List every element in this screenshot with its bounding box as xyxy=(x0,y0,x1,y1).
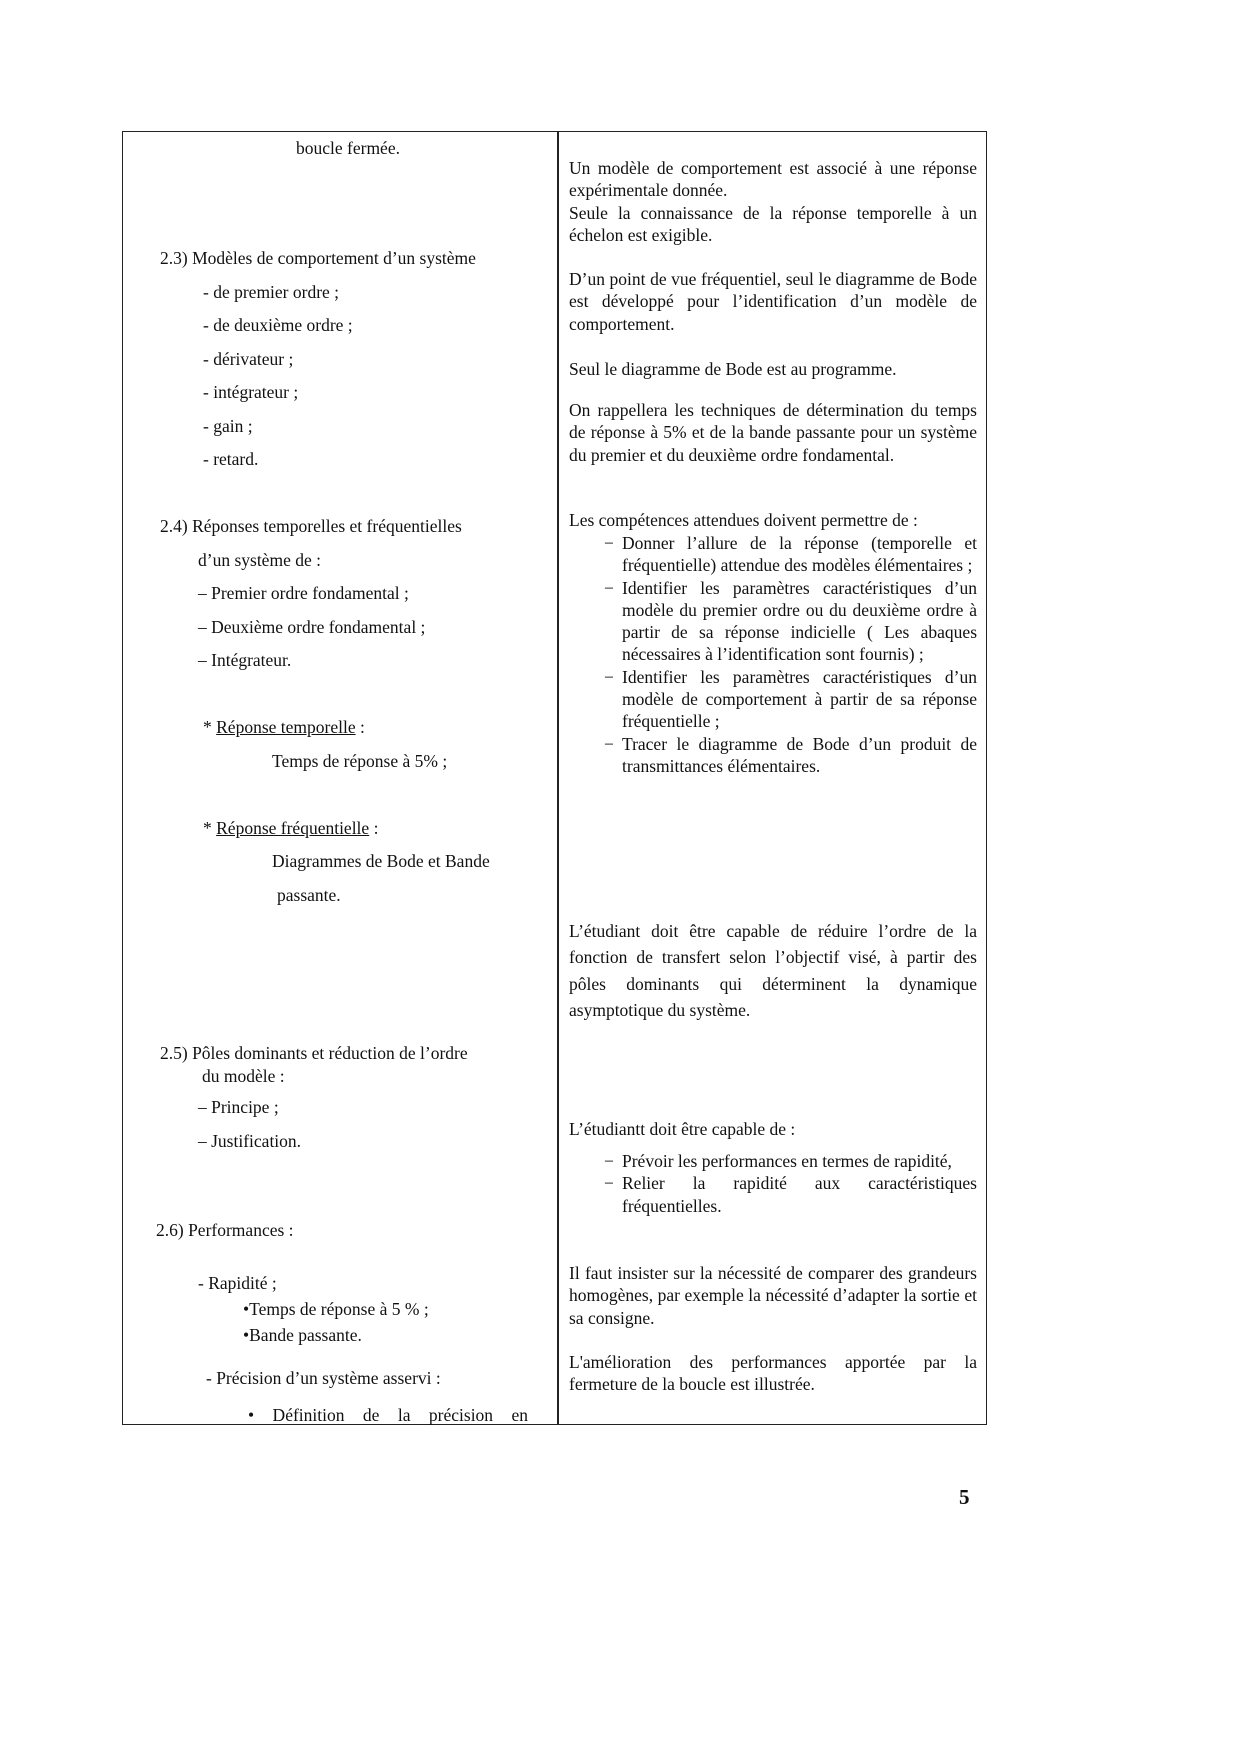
paragraph: Les compétences attendues doivent permettre de : xyxy=(569,510,918,530)
list-item: – Intégrateur. xyxy=(198,650,292,670)
dash: − xyxy=(604,733,614,754)
continued-text: boucle fermée. xyxy=(296,138,400,158)
list-item: – Deuxième ordre fondamental ; xyxy=(198,617,426,637)
paragraph: L’étudiant doit être capable de réduire l’ordre de la fonction de transfert selon l’objectif visé, à partir des pôles dominants qui déterminent la dynamique asymptotique du système. xyxy=(569,921,977,1020)
section-2-5-subtitle: du modèle : xyxy=(202,1066,285,1086)
paragraph: Seul le diagramme de Bode est au programme. xyxy=(569,359,897,379)
section-2-4-title: 2.4) Réponses temporelles et fréquentielles xyxy=(160,516,462,536)
paragraph: L’étudiantt doit être capable de : xyxy=(569,1119,796,1139)
competences-list xyxy=(604,532,977,777)
star: * xyxy=(203,717,217,737)
temporal-response-heading xyxy=(203,717,365,737)
frequency-response-text-2: passante. xyxy=(277,885,341,905)
section-2-4-subtitle: d’un système de : xyxy=(198,550,321,570)
list-item-text: Identifier les paramètres caractéristiques d’un modèle de comportement à partir de sa réponse fréquentielle ; xyxy=(622,666,977,732)
list-item: – Premier ordre fondamental ; xyxy=(198,583,409,603)
paragraph-text: Un modèle de comportement est associé à une réponse expérimentale donnée. xyxy=(569,158,977,201)
list-item-text: Prévoir les performances en termes de rapidité, xyxy=(622,1151,952,1171)
list-item: - de premier ordre ; xyxy=(203,282,340,302)
list-item: - intégrateur ; xyxy=(203,382,299,402)
capabilities-list xyxy=(604,1150,977,1217)
paragraph: D’un point de vue fréquentiel, seul le diagramme de Bode est développé pour l’identification d’un modèle de comportement. xyxy=(569,269,977,334)
frequency-response-heading xyxy=(203,818,378,838)
paragraph: On rappellera les techniques de détermination du temps de réponse à 5% et de la bande passante pour un système du premier et du deuxième ordre fondamental. xyxy=(569,400,977,465)
paragraph-text: Seule la connaissance de la réponse temporelle à un échelon est exigible. xyxy=(569,202,977,245)
section-2-3-title: 2.3) Modèles de comportement d’un système xyxy=(160,248,476,268)
list-item: – Justification. xyxy=(198,1131,302,1151)
colon: : xyxy=(369,818,379,838)
list-item: - dérivateur ; xyxy=(203,349,294,369)
dash: − xyxy=(604,577,614,598)
star: * xyxy=(203,818,217,838)
list-item: - gain ; xyxy=(203,416,253,436)
section-2-6-title: 2.6) Performances : xyxy=(156,1220,294,1240)
definition-bullet: • Définition de la précision en xyxy=(248,1405,528,1425)
temporal-response-text: Temps de réponse à 5% ; xyxy=(272,751,448,771)
list-item-text: Tracer le diagramme de Bode d’un produit de transmittances élémentaires. xyxy=(622,733,977,776)
list-item xyxy=(604,1150,977,1172)
section-2-5-title: 2.5) Pôles dominants et réduction de l’ordre xyxy=(160,1043,468,1063)
list-item xyxy=(604,733,977,778)
list-item: - retard. xyxy=(203,449,259,469)
temporal-label: Réponse temporelle xyxy=(216,717,356,737)
list-item xyxy=(604,532,977,577)
list-item-text: Relier la rapidité aux caractéristiques fréquentielles. xyxy=(622,1173,977,1216)
paragraph: L'amélioration des performances apportée par la fermeture de la boucle est illustrée. xyxy=(569,1352,977,1395)
frequency-response-text: Diagrammes de Bode et Bande xyxy=(272,851,490,871)
list-item-text: Donner l’allure de la réponse (temporelle et fréquentielle) attendue des modèles élémentaires ; xyxy=(622,533,977,576)
bullet-item: •Temps de réponse à 5 % ; xyxy=(243,1299,429,1319)
dash: − xyxy=(604,1151,614,1171)
dash: − xyxy=(604,1173,614,1194)
list-item xyxy=(604,577,977,666)
list-item xyxy=(604,1172,977,1217)
dash: − xyxy=(604,533,614,553)
column-divider xyxy=(557,131,559,1425)
paragraph: Il faut insister sur la nécessité de comparer des grandeurs homogènes, par exemple la nécessité d’adapter la sortie et sa consigne. xyxy=(569,1263,977,1328)
rapidity-item: - Rapidité ; xyxy=(198,1273,277,1293)
paragraph xyxy=(569,157,977,246)
list-item: - de deuxième ordre ; xyxy=(203,315,353,335)
list-item: – Principe ; xyxy=(198,1097,279,1117)
precision-item: - Précision d’un système asservi : xyxy=(206,1368,441,1388)
frequency-label: Réponse fréquentielle xyxy=(216,818,370,838)
colon: : xyxy=(355,717,365,737)
page-number: 5 xyxy=(959,1485,970,1509)
list-item xyxy=(604,666,977,733)
list-item-text: Identifier les paramètres caractéristiques d’un modèle du premier ordre ou du deuxième ordre à partir de sa réponse indicielle ( Les abaques nécessaires à l’identification sont fournis) ; xyxy=(622,577,977,665)
dash: − xyxy=(604,666,614,687)
bullet-item: •Bande passante. xyxy=(243,1325,362,1345)
